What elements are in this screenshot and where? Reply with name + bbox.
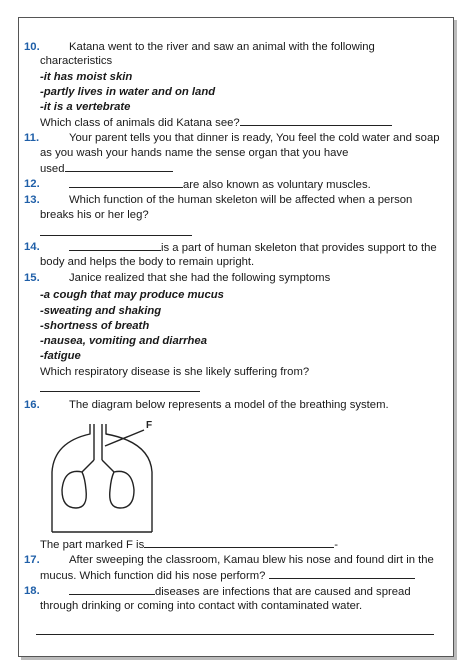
question-prompt: The part marked F is: [40, 539, 145, 551]
question-text: diseases are infections that are caused and spread: [155, 586, 411, 598]
breathing-system-diagram: [48, 416, 160, 534]
symptom-item: -sweating and shaking: [40, 305, 162, 317]
left-lung: [62, 471, 86, 508]
answer-line[interactable]: [40, 235, 192, 236]
answer-blank[interactable]: [69, 584, 155, 595]
question-text: characteristics: [40, 55, 113, 67]
question-text: are also known as voluntary muscles.: [183, 179, 371, 191]
question-number: 11.: [24, 132, 40, 144]
trait-item: -it has moist skin: [40, 71, 133, 83]
label-f: F: [146, 420, 153, 431]
answer-blank[interactable]: [269, 568, 415, 579]
question-prompt: Which respiratory disease is she likely suffering from?: [40, 366, 310, 378]
question-text: breaks his or her leg?: [40, 209, 149, 221]
symptom-item: -nausea, vomiting and diarrhea: [40, 335, 207, 347]
symptom-item: -shortness of breath: [40, 320, 150, 332]
question-text: mucus. Which function did his nose perform?: [40, 570, 266, 582]
symptom-item: -a cough that may produce mucus: [40, 289, 224, 301]
question-number: 15.: [24, 272, 40, 284]
bottom-rule: [36, 634, 434, 635]
answer-row: [40, 115, 392, 130]
question-text: body and helps the body to remain upright.: [40, 256, 255, 268]
question-text: through drinking or coming into contact with contaminated water.: [40, 600, 363, 612]
question-number: 18.: [24, 585, 40, 597]
question-text: as you wash your hands name the sense organ that you have: [40, 147, 349, 159]
answer-blank[interactable]: [69, 240, 161, 251]
jar-outline: [106, 424, 152, 532]
trait-item: -partly lives in water and on land: [40, 86, 216, 98]
answer-row: The part marked F is -: [40, 539, 338, 551]
answer-blank[interactable]: [240, 115, 392, 126]
answer-row: [69, 177, 371, 192]
answer-row: [69, 584, 411, 599]
answer-line[interactable]: [40, 391, 200, 392]
question-text: Which function of the human skeleton will be affected when a person: [69, 194, 413, 206]
question-prompt: Which class of animals did Katana see?: [40, 117, 240, 129]
question-text: is a part of human skeleton that provides support to the: [161, 242, 437, 254]
question-number: 13.: [24, 194, 40, 206]
answer-row: [40, 161, 173, 176]
answer-blank[interactable]: [144, 537, 334, 548]
question-text: After sweeping the classroom, Kamau blew his nose and found dirt in the: [69, 554, 434, 566]
answer-blank[interactable]: [65, 161, 173, 172]
question-text: Janice realized that she had the following symptoms: [69, 272, 331, 284]
answer-row: [40, 568, 415, 583]
question-text: Katana went to the river and saw an animal with the following: [69, 41, 375, 53]
question-number: 16.: [24, 399, 40, 411]
question-number: 10.: [24, 41, 40, 53]
pointer-line: [105, 430, 144, 446]
question-number: 14.: [24, 241, 40, 253]
question-number: 12.: [24, 178, 40, 190]
question-text: used: [40, 163, 65, 175]
question-number: 17.: [24, 554, 40, 566]
question-text: The diagram below represents a model of the breathing system.: [69, 399, 389, 411]
question-text: Your parent tells you that dinner is ready, You feel the cold water and soap: [69, 132, 440, 144]
answer-row: [69, 240, 437, 255]
trait-item: -it is a vertebrate: [40, 101, 131, 113]
answer-blank[interactable]: [69, 177, 183, 188]
symptom-item: -fatigue: [40, 350, 81, 362]
right-lung: [110, 471, 134, 508]
